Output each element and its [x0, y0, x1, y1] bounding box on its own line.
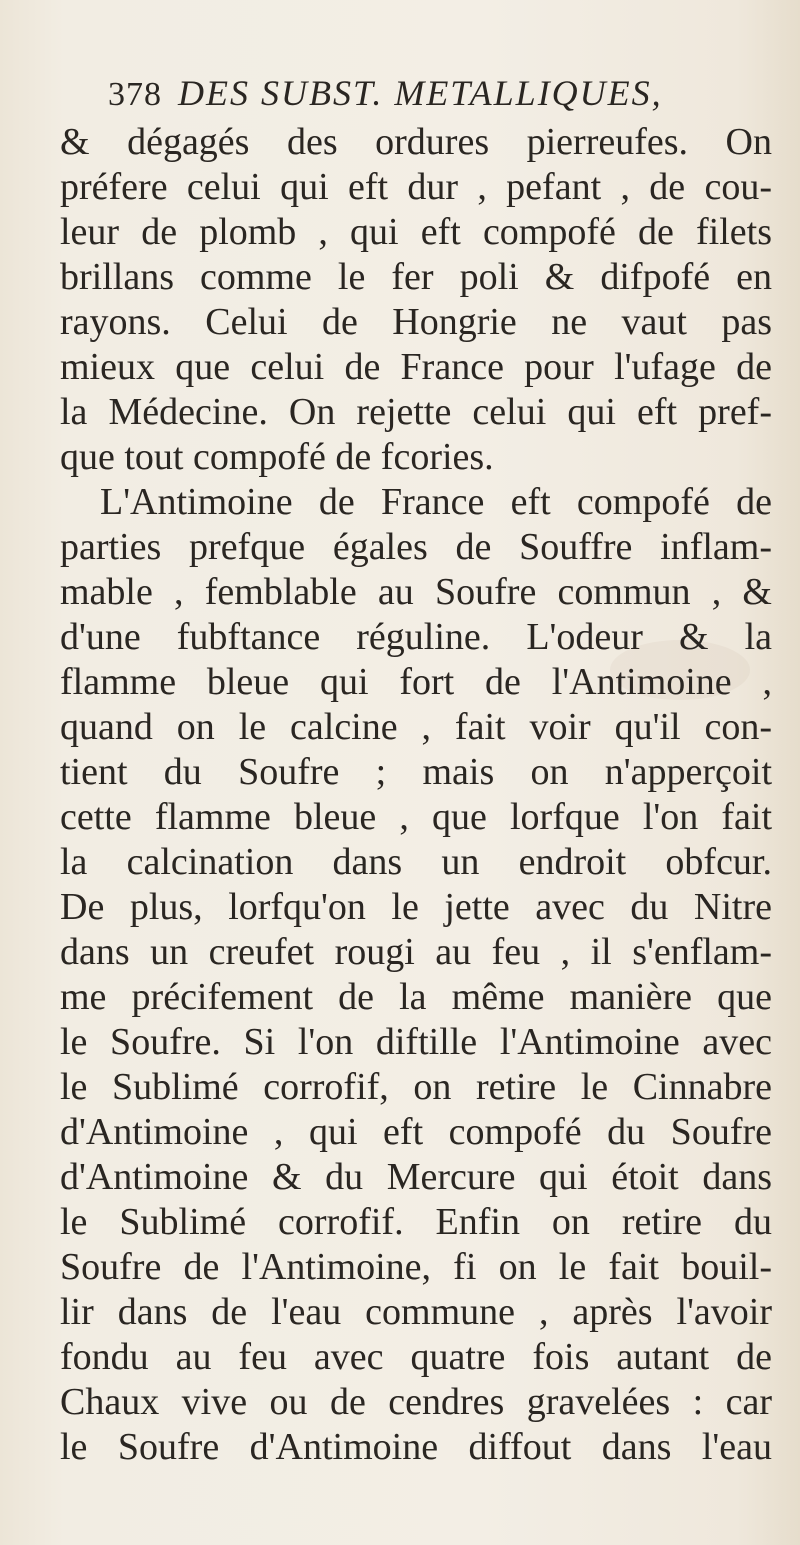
text-line: dans un creufet rougi au feu , il s'enflam-: [60, 931, 772, 973]
page-number: 378: [108, 76, 162, 113]
text-line: tient du Soufre ; mais on n'apperçoit: [60, 751, 772, 793]
text-line: brillans comme le fer poli & difpofé en: [60, 256, 772, 298]
text-line: la calcination dans un endroit obfcur.: [60, 841, 772, 883]
text-line: cette flamme bleue , que lorfque l'on fait: [60, 796, 772, 838]
text-line: le Soufre. Si l'on diftille l'Antimoine avec: [60, 1021, 772, 1063]
text-line: rayons. Celui de Hongrie ne vaut pas: [60, 301, 772, 343]
text-line: leur de plomb , qui eft compofé de filets: [60, 211, 772, 253]
text-line: d'Antimoine & du Mercure qui étoit dans: [60, 1156, 772, 1198]
text-line: préfere celui qui eft dur , pefant , de cou-: [60, 166, 772, 208]
text-line: fondu au feu avec quatre fois autant de: [60, 1336, 772, 1378]
text-line: lir dans de l'eau commune , après l'avoir: [60, 1291, 772, 1333]
text-line: parties prefque égales de Souffre inflam-: [60, 526, 772, 568]
text-line: le Sublimé corrofif, on retire le Cinnabre: [60, 1066, 772, 1108]
text-line: mable , femblable au Soufre commun , &: [60, 571, 772, 613]
text-line: me précifement de la même manière que: [60, 976, 772, 1018]
page-header: [108, 68, 768, 116]
text-line: le Soufre d'Antimoine diffout dans l'eau: [60, 1426, 772, 1468]
text-line: flamme bleue qui fort de l'Antimoine ,: [60, 661, 772, 703]
text-line: d'une fubftance réguline. L'odeur & la: [60, 616, 772, 658]
text-line: quand on le calcine , fait voir qu'il con-: [60, 706, 772, 748]
text-line: le Sublimé corrofif. Enfin on retire du: [60, 1201, 772, 1243]
text-line: Chaux vive ou de cendres gravelées : car: [60, 1381, 772, 1423]
text-line: la Médecine. On rejette celui qui eft pref-: [60, 391, 772, 433]
running-head: DES SUBST. METALLIQUES,: [178, 73, 663, 113]
text-line: d'Antimoine , qui eft compofé du Soufre: [60, 1111, 772, 1153]
text-line: De plus, lorfqu'on le jette avec du Nitre: [60, 886, 772, 928]
text-line: que tout compofé de fcories.: [60, 436, 494, 478]
text-line: L'Antimoine de France eft compofé de: [100, 481, 772, 523]
text-line: Soufre de l'Antimoine, fi on le fait bouil-: [60, 1246, 772, 1288]
text-line: mieux que celui de France pour l'ufage de: [60, 346, 772, 388]
text-line: & dégagés des ordures pierreufes. On: [60, 121, 772, 163]
body-text: [60, 120, 772, 1470]
